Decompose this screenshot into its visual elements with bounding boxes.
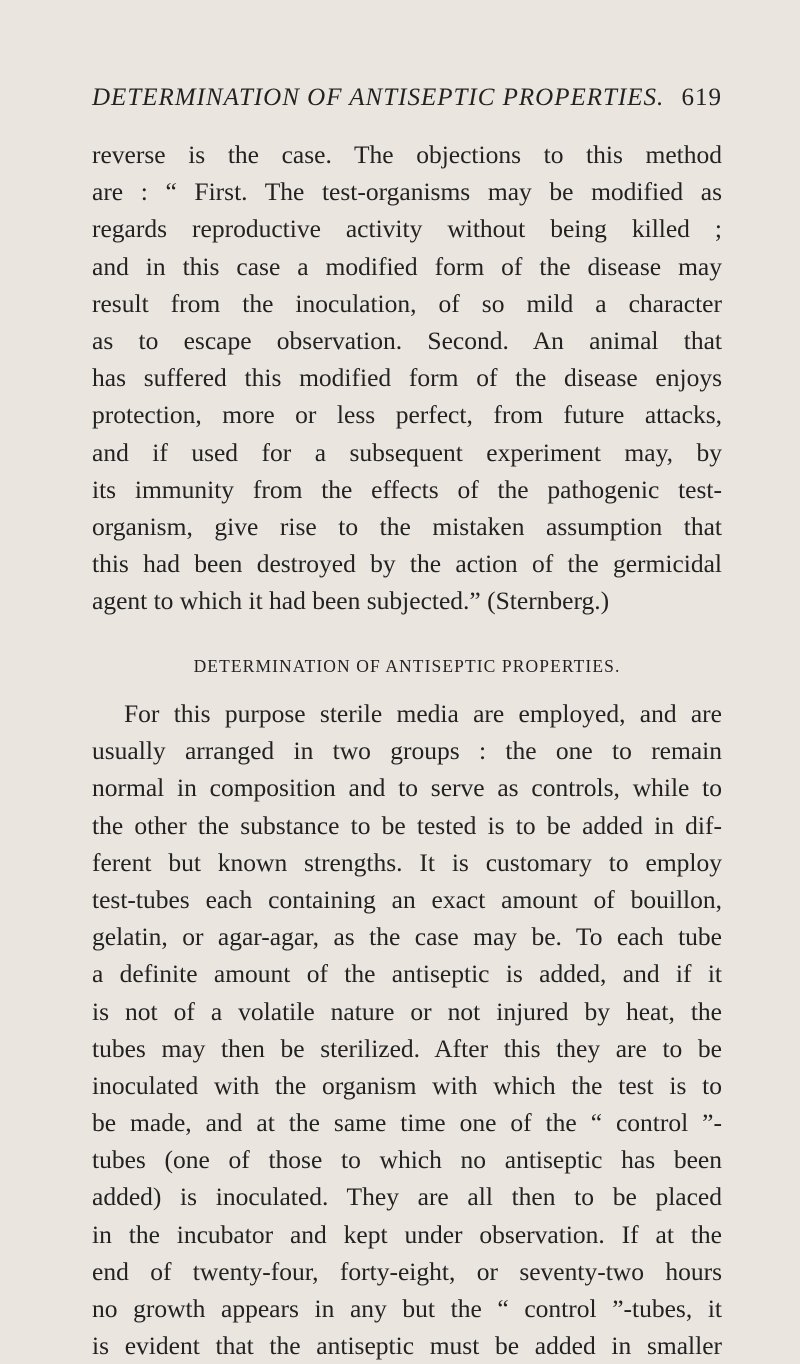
text-line: tubes (one of those to which no antiseptic has been xyxy=(92,1145,722,1175)
text-line: gelatin, or agar-agar, as the case may be. To each tube xyxy=(92,922,722,952)
paragraph-1 xyxy=(92,136,722,619)
text-line: normal in composition and to serve as controls, while to xyxy=(92,773,722,803)
text-line: has suffered this modified form of the disease enjoys xyxy=(92,363,722,393)
text-line: test-tubes each containing an exact amount of bouillon, xyxy=(92,884,722,914)
text-line: ferent but known strengths. It is customary to employ xyxy=(92,847,722,877)
text-line: agent to which it had been subjected.” (Sternberg.) xyxy=(92,586,610,616)
text-line: inoculated with the organism with which the test is to xyxy=(92,1070,722,1100)
text-line: are : “ First. The test-organisms may be modified as xyxy=(92,177,722,207)
paragraph-2 xyxy=(92,695,722,1364)
running-head xyxy=(92,84,722,120)
text-line: is not of a volatile nature or not injured by heat, the xyxy=(92,996,722,1026)
text-line: and if used for a subsequent experiment may, by xyxy=(92,437,722,467)
section-heading: DETERMINATION OF ANTISEPTIC PROPERTIES. xyxy=(193,656,621,676)
text-line: no growth appears in any but the “ control ”-tubes, it xyxy=(92,1294,722,1323)
text-line: For this purpose sterile media are employed, and are xyxy=(124,699,722,728)
text-line: tubes may then be sterilized. After this they are to be xyxy=(92,1033,722,1063)
text-line: as to escape observation. Second. An animal that xyxy=(92,325,722,355)
text-line: the other the substance to be tested is to be added in dif- xyxy=(92,810,722,840)
text-line: usually arranged in two groups : the one to remain xyxy=(92,736,722,766)
text-line: this had been destroyed by the action of the germicidal xyxy=(92,549,722,579)
text-line: reverse is the case. The objections to this method xyxy=(92,140,722,169)
text-line: its immunity from the effects of the pathogenic test- xyxy=(92,474,722,504)
text-line: end of twenty-four, forty-eight, or seventy-two hours xyxy=(92,1256,722,1286)
text-line: organism, give rise to the mistaken assumption that xyxy=(92,511,722,541)
text-line: and in this case a modified form of the disease may xyxy=(92,251,722,281)
text-line: result from the inoculation, of so mild a character xyxy=(92,288,722,318)
text-line: regards reproductive activity without being killed ; xyxy=(92,214,722,244)
text-line: in the incubator and kept under observation. If at the xyxy=(92,1219,722,1249)
running-title: DETERMINATION OF ANTISEPTIC PROPERTIES. xyxy=(92,84,665,111)
page-number: 619 xyxy=(681,84,722,111)
text-line: protection, more or less perfect, from future attacks, xyxy=(92,400,722,430)
text-line: is evident that the antiseptic must be added in smaller xyxy=(92,1331,722,1361)
text-line: added) is inoculated. They are all then to be placed xyxy=(92,1182,722,1212)
text-line: a definite amount of the antiseptic is added, and if it xyxy=(92,959,722,989)
text-line: be made, and at the same time one of the “ control ”- xyxy=(92,1108,722,1138)
